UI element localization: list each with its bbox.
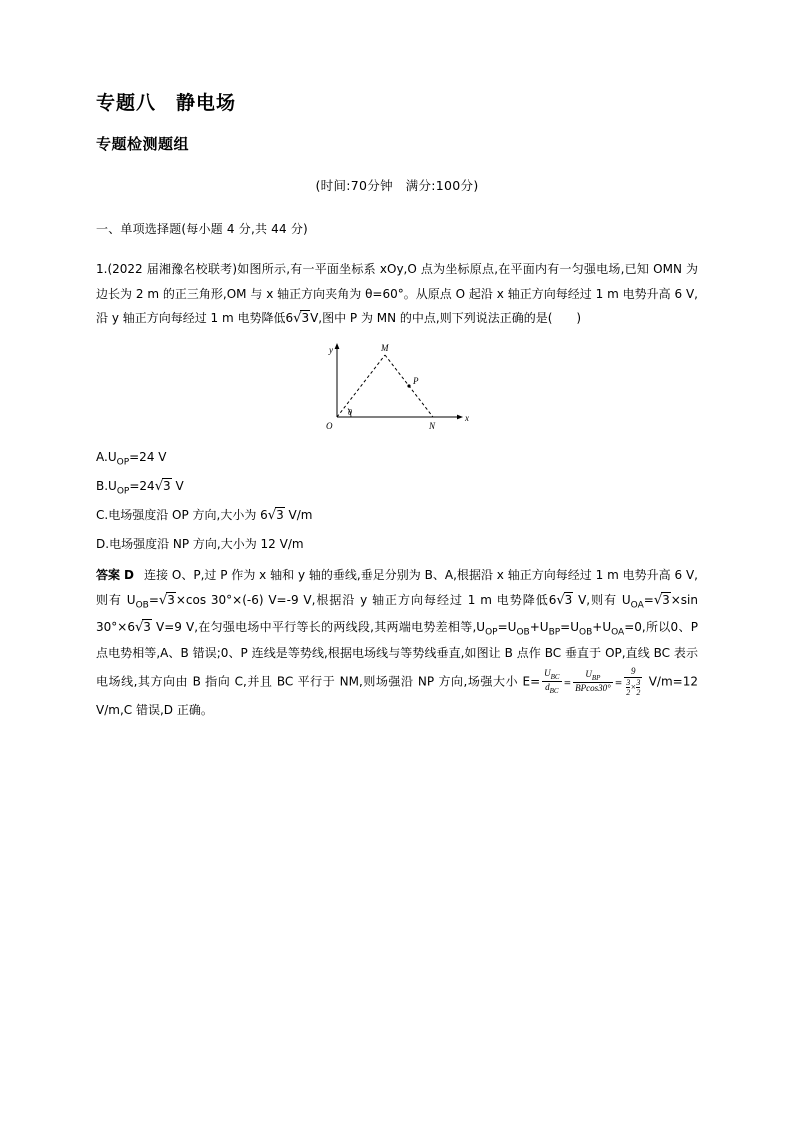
answer-seg2b: +U	[529, 619, 549, 634]
exam-info: (时间:70分钟 满分:100分)	[315, 178, 479, 193]
nf-times: ×	[630, 682, 637, 693]
answer-seg2d: +U	[592, 619, 612, 634]
page-title: 专题八 静电场	[96, 92, 237, 114]
answer-seg1: 连接 O、P,过 P 作为 x 轴和 y 轴的垂线,垂足分别为 B、A,根据沿 x 轴正方向每经过 1 m 电势升高 6 V,则有 U	[96, 568, 698, 607]
option-c-pre: 电场强度沿 OP 方向,大小为 6	[108, 508, 268, 523]
question-text-part1: 如图所示,有一平面坐标系 xOy,O 点为坐标原点,在平面内有一匀强电场,已知 OMN 为边长为 2 m 的正三角形,OM 与 x 轴正方向夹角为 θ=60°。从原点 O 起沿 x 轴正方向每经过 1 m 电势升高 6 V,沿 y 轴正方向每经过 1 m 电势降低6	[96, 262, 699, 326]
answer-seg2a: =U	[497, 619, 517, 634]
option-b-tail: V	[171, 479, 184, 494]
option-c-tail: V/m	[284, 508, 313, 523]
svg-text:P: P	[413, 375, 419, 386]
answer-explanation	[96, 563, 698, 722]
answer-seg2-sub2: OB	[516, 627, 530, 637]
section-heading: 一、单项选择题(每小题 4 分,共 44 分)	[96, 222, 308, 236]
answer-seg2-sub4: OB	[579, 627, 593, 637]
option-b-sub: OP	[116, 486, 130, 497]
svg-text:θ: θ	[348, 407, 352, 417]
answer-seg1c: ×cos 30°×(-6) V=-9 V,根据沿 y 轴正方向每经过 1 m 电势降低6	[175, 592, 557, 607]
svg-text:M: M	[381, 342, 389, 353]
option-b	[96, 473, 698, 502]
figure-svg	[307, 339, 487, 434]
option-d-pre: 电场强度沿 NP 方向,大小为 12 V/m	[109, 536, 304, 551]
answer-letter: D	[124, 568, 134, 583]
question-text-part2: V,图中 P 为 MN 的中点,则下列说法正确的是( )	[310, 311, 582, 326]
option-a-pre: U	[107, 449, 117, 464]
fraction-final	[624, 666, 642, 698]
answer-seg2e: =0,所以0、P 点电势相等,A、B 错误;0、P 连线是等势线,根据电场线与等势线垂直,如图让 B 点作 BC 垂直于 OP,直线 BC 表示电场线,其方向由 B 指向 C,并且 BC 平行于 NM,则场强沿 NP 方向,场强大小 E=	[96, 619, 698, 689]
answer-seg1f: ×sin 30°×6	[96, 592, 698, 634]
nested-frac-right	[636, 678, 640, 697]
answer-seg1d: V,则有 U	[573, 592, 631, 607]
answer-seg2-sub1: OP	[485, 627, 498, 637]
fraction-ubp-bpcos	[573, 669, 613, 695]
option-d	[96, 531, 698, 557]
option-a-letter: A.	[96, 449, 108, 464]
svg-text:x: x	[465, 412, 469, 423]
nf-left-top: 3	[626, 678, 631, 688]
option-b-letter: B.	[96, 479, 109, 494]
option-a-post: =24 V	[129, 449, 167, 464]
sqrt-a4: √3	[134, 619, 151, 635]
svg-text:N: N	[429, 420, 436, 431]
answer-seg3: V/m=12 V/m,C 错误,D 正确。	[96, 674, 698, 717]
option-c-letter: C.	[96, 508, 109, 523]
answer-seg2-sub3: BP	[548, 627, 561, 637]
svg-text:O: O	[326, 420, 333, 431]
frac1-den: d	[545, 682, 550, 693]
answer-seg1-sub2: OA	[630, 600, 644, 611]
fraction-ubc-dbc	[542, 668, 561, 696]
sqrt-b: √3	[154, 479, 171, 495]
frac2-num-sub: BP	[591, 673, 601, 682]
frac2-den: BPcos30°	[575, 683, 611, 694]
figure-container	[96, 339, 698, 434]
option-d-letter: D.	[96, 536, 110, 551]
coordinate-figure	[307, 339, 487, 434]
sqrt-c: √3	[267, 508, 284, 524]
option-c	[96, 502, 698, 531]
frac3-num: 9	[624, 666, 642, 678]
frac1-den-sub: BC	[549, 687, 559, 696]
field-strength-formula	[540, 666, 644, 698]
frac2-num: U	[585, 668, 592, 679]
frac1-num-sub: BC	[550, 672, 560, 681]
sqrt-1: √3	[293, 311, 310, 327]
question-number: 1.	[96, 262, 108, 276]
formula-eq1: =	[563, 678, 572, 689]
option-a	[96, 444, 698, 473]
frac1-num: U	[544, 667, 551, 678]
sqrt-a1: √3	[158, 592, 175, 608]
question-1	[96, 257, 698, 333]
sqrt-a2: √3	[556, 592, 573, 608]
answer-seg1-sub: OB	[135, 600, 149, 611]
nf-right-top: 3	[636, 678, 641, 688]
answer-label: 答案	[96, 568, 121, 583]
answer-seg1b: =	[148, 592, 159, 607]
question-source: (2022 届湘豫名校联考)	[107, 262, 238, 276]
answer-seg1g: V=9 V,在匀强电场中平行等长的两线段,其两端电势差相等,U	[151, 619, 486, 634]
nf-right-bot: 2	[636, 688, 641, 698]
sqrt-a3: √3	[653, 592, 670, 608]
answer-seg2c: =U	[560, 619, 580, 634]
option-a-sub: OP	[116, 457, 130, 468]
answer-seg2-sub5: OA	[611, 627, 625, 637]
page-subtitle: 专题检测题组	[96, 135, 190, 153]
svg-text:y: y	[329, 344, 333, 355]
nf-left-bot: 2	[626, 688, 631, 698]
option-b-post: =24	[129, 479, 155, 494]
answer-seg1e: =	[643, 592, 654, 607]
formula-eq2: =	[614, 678, 623, 689]
option-b-pre: U	[108, 479, 117, 494]
